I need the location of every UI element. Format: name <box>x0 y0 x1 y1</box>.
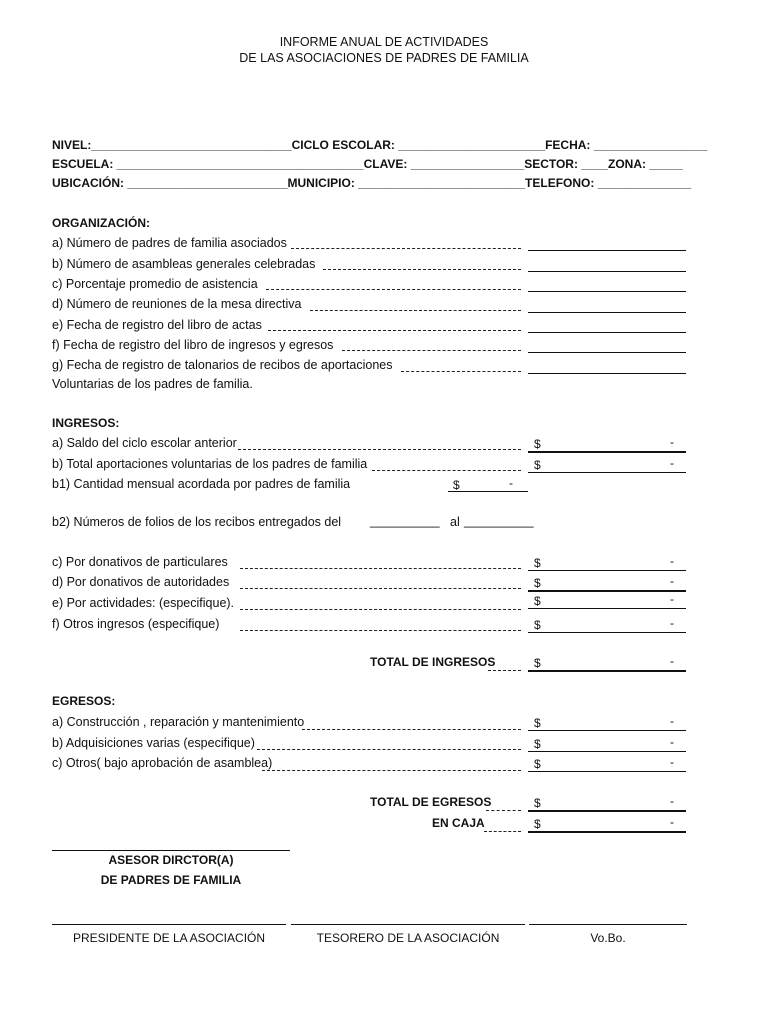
ingreso-item-c: c) Por donativos de particulares <box>52 555 228 569</box>
vobo-label: Vo.Bo. <box>590 931 626 945</box>
egreso-item-a-currency: $ <box>534 716 541 730</box>
municipio-label: MUNICIPIO: <box>287 176 359 190</box>
en-caja-leader <box>484 831 521 832</box>
zona-label: ZONA: <box>608 157 650 171</box>
egreso-item-b-leader <box>257 749 521 750</box>
egreso-item-b-currency: $ <box>534 737 541 751</box>
ingreso-item-a-currency: $ <box>534 437 541 451</box>
header-row-3 <box>52 176 691 190</box>
ingreso-item-d-currency: $ <box>534 576 541 590</box>
ingreso-item-b2: b2) Números de folios de los recibos entregados del <box>52 515 342 529</box>
escuela-field[interactable]: _____________________________________ <box>116 157 364 171</box>
ingreso-item-f-field[interactable] <box>528 632 686 633</box>
org-item-f: f) Fecha de registro del libro de ingresos y egresos <box>52 338 334 352</box>
ingreso-item-b1-value: - <box>509 476 513 490</box>
ingreso-item-a-leader <box>238 449 521 450</box>
ciclo-escolar-field[interactable]: ______________________ <box>398 138 546 152</box>
ingreso-item-e-currency: $ <box>534 594 541 608</box>
egreso-item-a: a) Construcción , reparación y mantenimiento <box>52 715 305 729</box>
ingreso-item-d: d) Por donativos de autoridades <box>52 575 230 589</box>
org-item-d-field[interactable] <box>528 312 686 313</box>
org-item-c-field[interactable] <box>528 291 686 292</box>
ubicacion-field[interactable]: ________________________ <box>127 176 288 190</box>
org-item-e: e) Fecha de registro del libro de actas <box>52 318 262 332</box>
en-caja-field[interactable] <box>528 831 686 833</box>
document-title-line1: INFORME ANUAL DE ACTIVIDADES <box>279 35 489 49</box>
total-egresos-label: TOTAL DE EGRESOS <box>370 795 492 809</box>
asesor-signature-line[interactable] <box>52 850 290 851</box>
org-item-c: c) Porcentaje promedio de asistencia <box>52 277 258 291</box>
org-item-b-field[interactable] <box>528 271 686 272</box>
ingreso-item-e-value: - <box>670 592 674 606</box>
folio-al-label: al <box>450 515 460 529</box>
ingreso-item-d-leader <box>240 588 521 589</box>
total-ingresos-field[interactable] <box>528 670 686 672</box>
header-row-1 <box>52 138 707 152</box>
ingreso-item-a-field[interactable] <box>528 451 686 453</box>
municipio-field[interactable]: _________________________ <box>358 176 526 190</box>
ingreso-item-b-leader <box>372 470 521 471</box>
nivel-field[interactable]: ______________________________ <box>91 138 292 152</box>
total-ingresos-value: - <box>670 654 674 668</box>
org-item-a: a) Número de padres de familia asociados <box>52 236 287 250</box>
vobo-signature-line[interactable] <box>529 924 687 925</box>
egreso-item-c-leader <box>262 770 521 771</box>
ingreso-item-a: a) Saldo del ciclo escolar anterior <box>52 436 237 450</box>
ingreso-item-b1-currency: $ <box>453 478 460 492</box>
zona-field[interactable]: _____ <box>649 157 683 171</box>
en-caja-value: - <box>670 815 674 829</box>
document-title-line2: DE LAS ASOCIACIONES DE PADRES DE FAMILIA <box>239 51 529 65</box>
nivel-label: NIVEL: <box>52 138 92 152</box>
org-item-b-leader <box>323 269 521 270</box>
egreso-item-b-field[interactable] <box>528 751 686 752</box>
egreso-item-b: b) Adquisiciones varias (especifique) <box>52 736 255 750</box>
org-item-d-leader <box>310 310 521 311</box>
ingreso-item-d-field[interactable] <box>528 590 686 592</box>
egreso-item-c-value: - <box>670 755 674 769</box>
ingreso-item-b1: b1) Cantidad mensual acordada por padres de familia <box>52 477 351 491</box>
clave-field[interactable]: _________________ <box>410 157 525 171</box>
ingreso-item-e-field[interactable] <box>528 608 686 609</box>
ingreso-item-c-value: - <box>670 554 674 568</box>
egreso-item-c-currency: $ <box>534 757 541 771</box>
egreso-item-c: c) Otros( bajo aprobación de asamblea) <box>52 756 273 770</box>
ingreso-item-b1-field[interactable] <box>448 491 528 492</box>
egreso-item-c-field[interactable] <box>528 771 686 772</box>
header-row-2 <box>52 157 683 171</box>
org-item-f-field[interactable] <box>528 352 686 353</box>
org-item-g-continuation: Voluntarias de los padres de familia. <box>52 377 253 391</box>
en-caja-currency: $ <box>534 817 541 831</box>
fecha-label: FECHA: <box>545 138 594 152</box>
org-item-g-field[interactable] <box>528 373 686 374</box>
egreso-item-a-value: - <box>670 714 674 728</box>
en-caja-label: EN CAJA <box>432 816 485 830</box>
sector-field[interactable]: ____ <box>581 157 609 171</box>
org-item-e-field[interactable] <box>528 332 686 333</box>
telefono-label: TELEFONO: <box>525 176 598 190</box>
total-egresos-value: - <box>670 794 674 808</box>
organizacion-heading: ORGANIZACIÓN: <box>52 216 150 230</box>
fecha-field[interactable]: _________________ <box>593 138 708 152</box>
ingresos-heading: INGRESOS: <box>52 416 120 430</box>
org-item-b: b) Número de asambleas generales celebradas <box>52 257 316 271</box>
ingreso-item-e: e) Por actividades: (especifique). <box>52 596 235 610</box>
ingreso-item-c-field[interactable] <box>528 570 686 571</box>
total-ingresos-leader <box>488 670 521 671</box>
egreso-item-a-leader <box>302 729 521 730</box>
presidente-signature-line[interactable] <box>52 924 286 925</box>
ciclo-escolar-label: CICLO ESCOLAR: <box>291 138 399 152</box>
egreso-item-b-value: - <box>670 735 674 749</box>
org-item-d: d) Número de reuniones de la mesa directiva <box>52 297 302 311</box>
org-item-e-leader <box>268 330 521 331</box>
ingreso-item-e-leader <box>240 609 521 610</box>
ingreso-item-f-leader <box>240 630 521 631</box>
org-item-f-leader <box>342 350 521 351</box>
ingreso-item-b: b) Total aportaciones voluntarias de los padres de familia <box>52 457 368 471</box>
egresos-heading: EGRESOS: <box>52 694 116 708</box>
egreso-item-a-field[interactable] <box>528 730 686 731</box>
folio-hasta-field[interactable]: __________ <box>464 514 534 528</box>
ingreso-item-a-value: - <box>670 435 674 449</box>
ingreso-item-c-leader <box>240 568 521 569</box>
telefono-field[interactable]: ______________ <box>597 176 692 190</box>
ingreso-item-b-field[interactable] <box>528 472 686 473</box>
sector-label: SECTOR: <box>524 157 582 171</box>
ubicacion-label: UBICACIÓN: <box>52 176 128 190</box>
ingreso-item-d-value: - <box>670 574 674 588</box>
org-item-g-leader <box>401 371 521 372</box>
escuela-label: ESCUELA: <box>52 157 117 171</box>
clave-label: CLAVE: <box>363 157 411 171</box>
org-item-a-field[interactable] <box>528 250 686 251</box>
tesorero-signature-line[interactable] <box>291 924 525 925</box>
ingreso-item-b-value: - <box>670 456 674 470</box>
folio-desde-field[interactable]: __________ <box>370 514 440 528</box>
ingreso-item-f: f) Otros ingresos (especifique) <box>52 617 220 631</box>
ingreso-item-f-value: - <box>670 616 674 630</box>
presidente-label: PRESIDENTE DE LA ASOCIACIÓN <box>72 931 266 945</box>
org-item-a-leader <box>291 248 521 249</box>
ingreso-item-b-currency: $ <box>534 458 541 472</box>
total-ingresos-currency: $ <box>534 656 541 670</box>
ingreso-item-c-currency: $ <box>534 556 541 570</box>
org-item-c-leader <box>266 289 521 290</box>
total-egresos-leader <box>486 810 521 811</box>
asesor-title-line1: ASESOR DIRCTOR(A) <box>108 853 234 867</box>
total-ingresos-label: TOTAL DE INGRESOS <box>370 655 496 669</box>
total-egresos-currency: $ <box>534 796 541 810</box>
tesorero-label: TESORERO DE LA ASOCIACIÓN <box>316 931 500 945</box>
ingreso-item-f-currency: $ <box>534 618 541 632</box>
total-egresos-field[interactable] <box>528 810 686 812</box>
org-item-g: g) Fecha de registro de talonarios de recibos de aportaciones <box>52 358 393 372</box>
asesor-title-line2: DE PADRES DE FAMILIA <box>100 873 242 887</box>
